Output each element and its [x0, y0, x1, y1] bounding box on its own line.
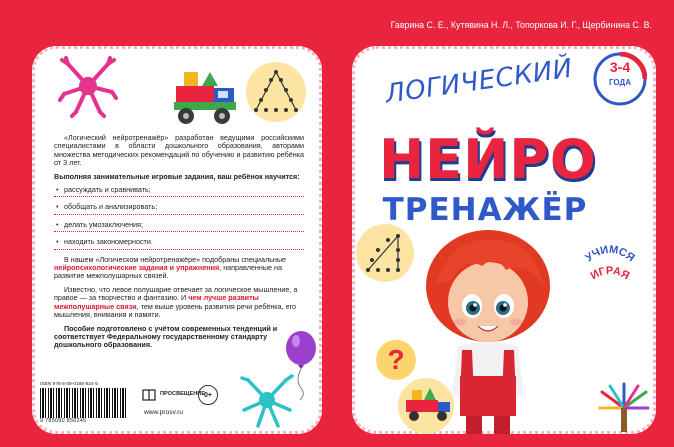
age-badge-label: ГОДА: [608, 78, 632, 87]
question-mark: ?: [387, 344, 405, 375]
title-trainer: ТРЕНАЖЁР: [382, 192, 588, 228]
barcode: [40, 388, 126, 418]
standard-note: Пособие подготовлено с учётом современных тенденций и соответствует Федеральному государственному стандарту дошкольного образования.: [54, 323, 278, 350]
skills-list: [54, 186, 304, 250]
neuron-illustration: [58, 56, 118, 118]
list-item: • находить закономерности.: [54, 238, 304, 249]
paragraph-text: , тем выше уровень развития речи ребёнка, его мышления, внимания и памяти.: [54, 301, 297, 320]
isbn-label: ISBN 978-5-09-0185-624-5: [40, 382, 98, 387]
paragraph-text: Известно, что левое полушарие отвечает за логическое мышление, а правое — за творчество и фантазию. И: [54, 284, 298, 303]
dot-puzzle-illustration: [244, 60, 308, 124]
play-top-text: УЧИМСЯ: [583, 243, 637, 265]
list-item: • рассуждать и сравнивать;: [54, 186, 304, 197]
publisher-logo-icon: [142, 388, 156, 402]
list-item: • обобщать и анализировать;: [54, 203, 304, 214]
age-badge-value: 3-4: [609, 59, 631, 75]
authors-line: Гаврина С. Е., Кутявина Н. Л., Топоркова И. Г., Щербинина С. В.: [390, 20, 652, 30]
highlight-text: нейропсихологические задания и упражнения: [54, 263, 220, 273]
hemispheres-paragraph: [54, 286, 304, 320]
back-cover-text: [54, 134, 304, 355]
list-item: • делать умозаключения;: [54, 221, 304, 232]
paragraph-text: В нашем «Логическом нейротренажёре» подобраны специальные: [64, 254, 287, 264]
dot-puzzle-illustration: [354, 222, 416, 284]
toy-truck-illustration: [166, 72, 238, 126]
publisher-name: ПРОСВЕЩЕНИЕ: [160, 391, 206, 397]
publisher-url: www.prosv.ru: [144, 409, 184, 416]
barcode-digits: 9 785090 856245: [40, 418, 87, 424]
intro-paragraph: «Логический нейротренажёр» разработан ведущими российскими специалистами в области дошкольного образования, авторами множества методических рекомендаций по обучению и развитию ребёнка от 3 лет.: [54, 133, 304, 168]
tree-illustration: [596, 380, 652, 434]
isbn-block: [40, 382, 128, 430]
back-cover: [32, 46, 322, 434]
skills-heading: Выполняя занимательные игровые задания, ваш ребёнок научится:: [54, 171, 300, 181]
highlight-text: чем лучше развиты межполушарные связи: [54, 293, 259, 311]
age-rating-badge: 0+: [198, 385, 218, 405]
exercises-paragraph: [54, 256, 304, 281]
paragraph-text: , направленные на развитие межполушарных связей.: [54, 263, 282, 281]
svg-text:ИГРАЯ: [589, 265, 632, 282]
svg-text:УЧИМСЯ: [583, 244, 637, 265]
title-neuro: НЕЙРО: [379, 128, 597, 191]
title-logical: ЛОГИЧЕСКИЙ: [383, 53, 575, 110]
toy-truck-illustration: [394, 374, 458, 434]
play-learn-badge: [570, 236, 650, 296]
play-bottom-text: ИГРАЯ: [588, 264, 632, 283]
teal-neuron-illustration: [238, 370, 296, 430]
